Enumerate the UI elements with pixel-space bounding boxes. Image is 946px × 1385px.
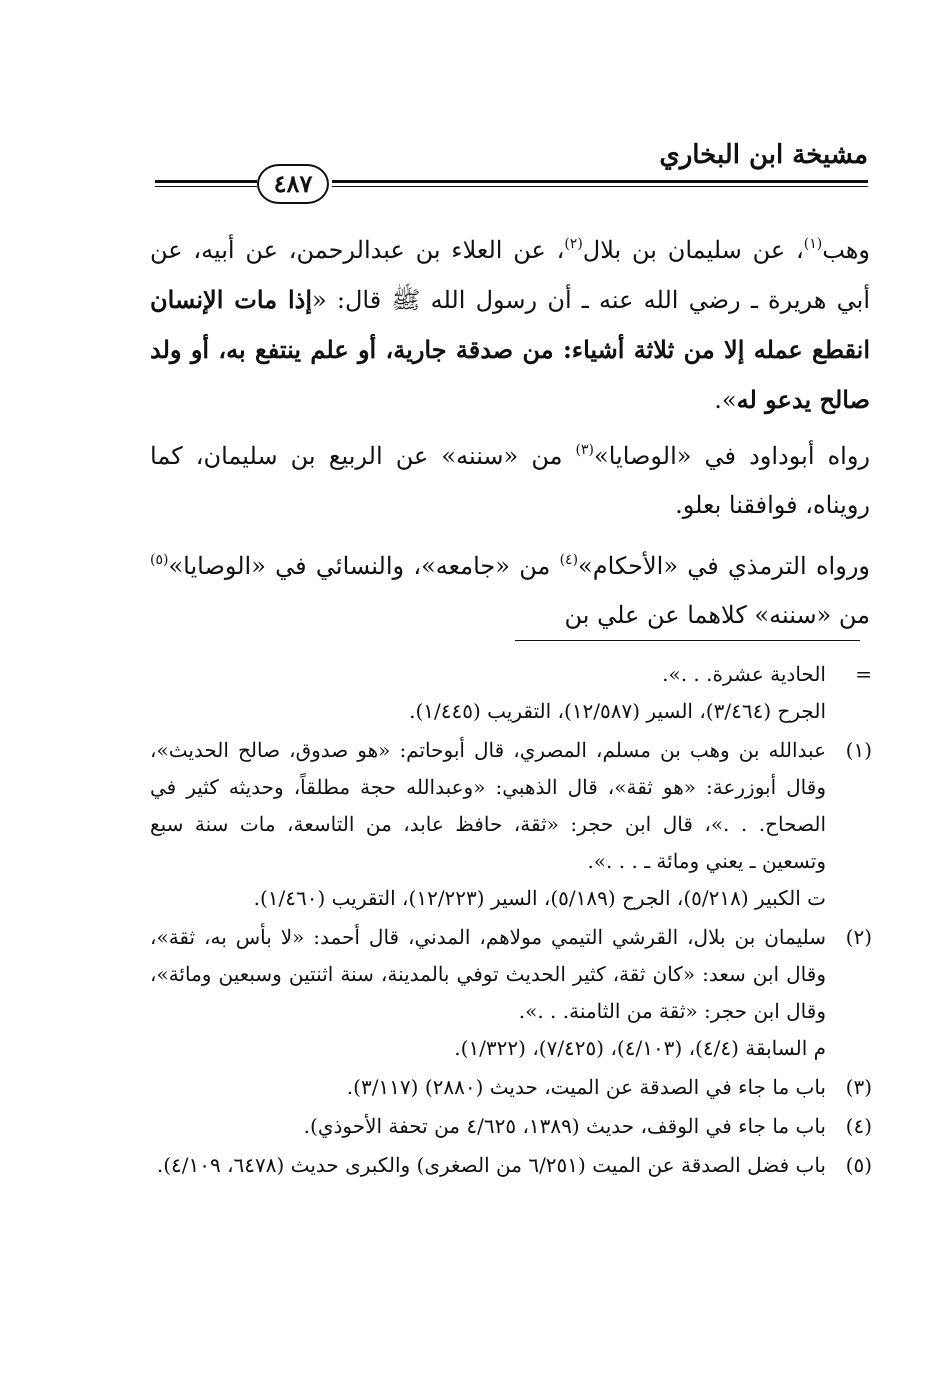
text-run: من «جامعه»، والنسائي في «الوصايا» xyxy=(168,552,560,580)
footnote-references: ت الكبير (٥/٢١٨)، الجرح (٥/١٨٩)، السير (١٢/٢٢٣)، التقريب (١/٤٦٠). xyxy=(253,886,826,910)
footnote-text: باب فضل الصدقة عن الميت (٦/٢٥١ من الصغرى) والكبرى حديث (٦٤٧٨، ٤/١٠٩). xyxy=(156,1153,826,1177)
text-run: ، عن سليمان بن بلال xyxy=(582,236,804,264)
footnote-text: الحادية عشرة. . .». xyxy=(662,662,826,686)
footnote-number: (٢) xyxy=(845,925,872,949)
text-run: رواه أبوداود في «الوصايا» xyxy=(594,442,871,470)
footnote-ref-4[interactable]: (٤) xyxy=(559,552,579,568)
hadith-quote: إذا مات الإنسان انقطع عمله إلا من ثلاثة أشياء: من صدقة جارية، أو علم ينتفع به، أو ولد صالح يدعو له xyxy=(150,285,870,414)
text-run: وهب xyxy=(822,236,870,264)
footnote-continued xyxy=(150,656,872,730)
footnote-text: باب ما جاء في الوقف، حديث (١٣٨٩، ٤/٦٢٥ من تحفة الأحوذي). xyxy=(303,1114,826,1138)
footnotes xyxy=(150,656,872,1186)
footnote-ref-5[interactable]: (٥) xyxy=(150,552,169,568)
footnote-text: عبدالله بن وهب بن مسلم، المصري، قال أبوحاتم: «هو صدوق، صالح الحديث»، وقال أبوزرعة: «هو ثقة»، قال الذهبي: «وعبدالله حجة مطلقاً، وحديثه كثير في الصحاح. . .»، قال ابن حجر: «ثقة، حافظ عابد، من التاسعة، مات سنة سبع وتسعين ـ يعني ومائة ـ . . .». xyxy=(150,738,826,873)
text-run: ورواه الترمذي في «الأحكام» xyxy=(578,552,870,580)
footnote-references: الجرح (٣/٤٦٤)، السير (١٢/٥٨٧)، التقريب (١/٤٤٥). xyxy=(409,699,826,723)
running-header-title: مشيخة ابن البخاري xyxy=(659,140,868,170)
page-number: ٤٨٧ xyxy=(257,164,329,204)
footnote-number: (١) xyxy=(845,738,872,762)
text-run: من «سننه» عن الربيع بن سليمان، كما رويناه، فوافقنا بعلو. xyxy=(150,442,870,519)
footnote-text: سليمان بن بلال، القرشي التيمي مولاهم، المدني، قال أحمد: «لا بأس به، ثقة»، وقال ابن سعد: «كان ثقة، كثير الحديث توفي بالمدينة، سنة اثنتين وسبعين ومائة»، وقال ابن حجر: «ثقة من الثامنة. . .». xyxy=(150,925,826,1023)
footnote-1 xyxy=(150,732,872,917)
text-run: ». xyxy=(714,386,737,414)
text-run: ، عن العلاء بن عبدالرحمن، عن أبيه، عن أبي هريرة ـ رضي الله عنه ـ أن رسول الله ﷺ قال: « xyxy=(150,236,870,314)
footnote-number: (٣) xyxy=(845,1075,872,1099)
footnote-text: باب ما جاء في الصدقة عن الميت، حديث (٢٨٨٠) (٣/١١٧). xyxy=(346,1075,826,1099)
footnote-ref-3[interactable]: (٣) xyxy=(575,442,595,458)
footnote-number: (٥) xyxy=(845,1153,872,1177)
header-rule xyxy=(332,186,868,187)
header-rule xyxy=(332,180,868,183)
paragraph-abudawud xyxy=(150,432,870,530)
header-rule xyxy=(155,186,257,187)
footnote-separator xyxy=(515,640,860,641)
footnote-2 xyxy=(150,919,872,1067)
footnote-3 xyxy=(150,1069,872,1106)
footnote-4 xyxy=(150,1108,872,1145)
footnote-5 xyxy=(150,1147,872,1184)
header-rule xyxy=(155,180,257,183)
text-run: من «سننه» كلاهما عن علي بن xyxy=(564,601,870,629)
footnote-ref-1[interactable]: (١) xyxy=(803,236,823,252)
footnote-number: (٤) xyxy=(845,1114,872,1138)
paragraph-tirmidhi xyxy=(150,542,870,640)
paragraph-hadith xyxy=(150,226,870,425)
footnote-continued-mark: = xyxy=(855,662,872,686)
footnote-ref-2[interactable]: (٢) xyxy=(564,236,583,252)
footnote-references: م السابقة (٤/٤)، (٤/١٠٣)، (٧/٤٢٥)، (١/٣٢٢). xyxy=(454,1036,826,1060)
